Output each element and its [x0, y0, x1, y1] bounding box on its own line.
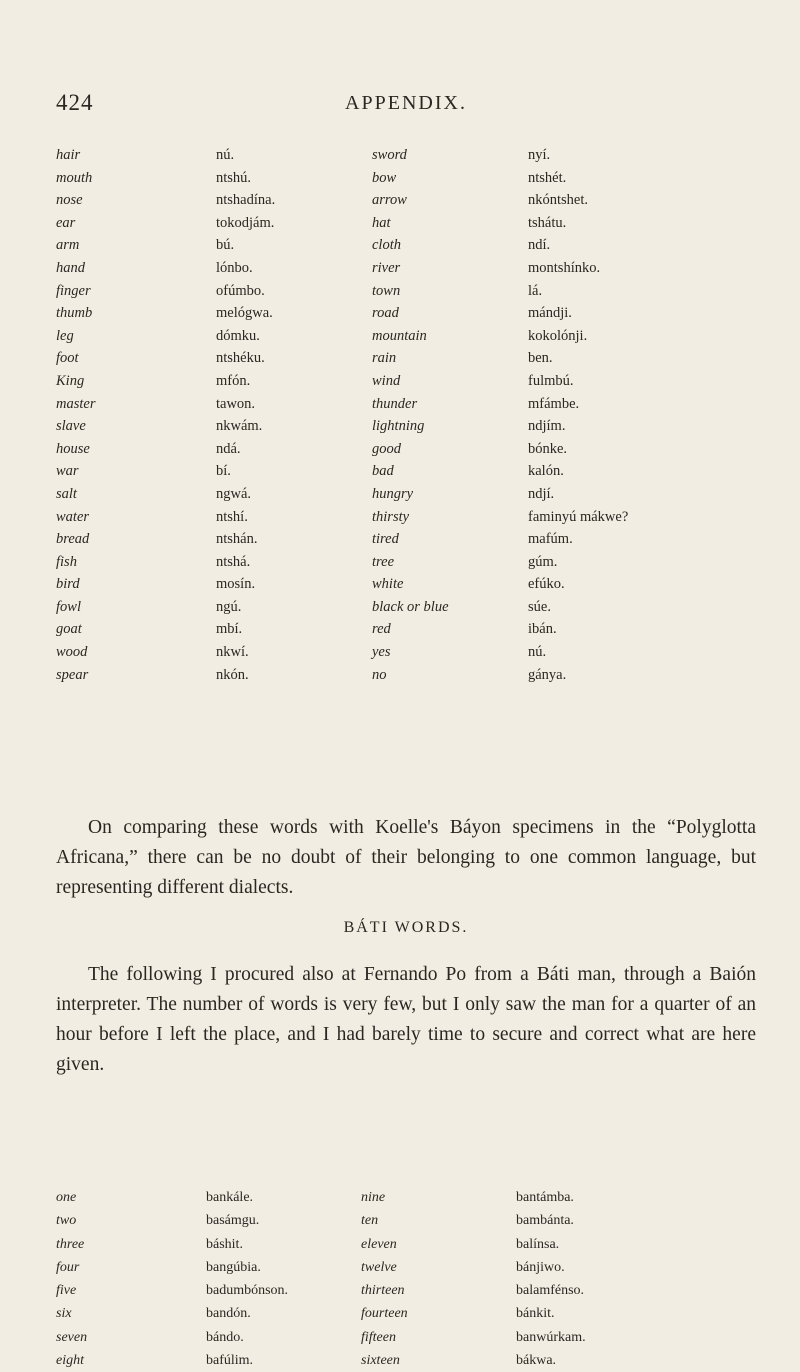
english-word: mountain: [372, 327, 427, 344]
english-word: thirsty: [372, 508, 410, 525]
native-word: ntshá.: [216, 553, 251, 570]
vocabulary-table-bayon: [56, 144, 756, 686]
native-word: mfón.: [216, 372, 251, 389]
table-row: [56, 460, 756, 483]
paragraph-text: On comparing these words with Koelle's Báyon specimens in the “Polyglotta Africana,” there can be no doubt of their belonging to one common language, but representing different dialects.: [56, 817, 756, 898]
native-word: kokolónji.: [528, 327, 588, 344]
native-word: ibán.: [528, 621, 557, 638]
native-word: bandón.: [206, 1306, 251, 1322]
native-word: basámgu.: [206, 1213, 260, 1229]
english-word: fowl: [56, 598, 81, 615]
english-word: thunder: [372, 395, 418, 412]
english-word: hand: [56, 259, 85, 276]
table-row: [56, 1279, 756, 1302]
english-word: house: [56, 440, 90, 457]
table-row: [56, 393, 756, 416]
native-word: dómku.: [216, 327, 260, 344]
table-row: [56, 1233, 756, 1256]
native-word: bangúbia.: [206, 1259, 261, 1275]
english-word: finger: [56, 282, 91, 299]
native-word: bánkit.: [516, 1306, 555, 1322]
table-row: [56, 212, 756, 235]
bati-intro-paragraph: [56, 960, 756, 1080]
english-word: bread: [56, 531, 90, 548]
native-word: bándo.: [206, 1329, 244, 1345]
english-word: five: [56, 1283, 77, 1299]
native-word: ntshú.: [216, 169, 252, 186]
native-word: ndá.: [216, 440, 241, 457]
english-word: tree: [372, 553, 395, 570]
native-word: ngú.: [216, 598, 242, 615]
english-word: fish: [56, 553, 77, 570]
native-word: efúko.: [528, 576, 565, 593]
native-word: lá.: [528, 282, 543, 299]
native-word: balínsa.: [516, 1236, 560, 1252]
native-word: súe.: [528, 598, 551, 615]
english-word: town: [372, 282, 401, 299]
english-word: arrow: [372, 192, 407, 209]
native-word: ofúmbo.: [216, 282, 265, 299]
native-word: nkón.: [216, 666, 249, 683]
table-row: [56, 280, 756, 303]
english-word: eight: [56, 1353, 84, 1369]
table-row: [56, 234, 756, 257]
english-word: six: [56, 1306, 72, 1322]
english-word: ten: [361, 1213, 379, 1229]
native-word: lónbo.: [216, 259, 253, 276]
native-word: nú.: [528, 644, 547, 661]
english-word: nose: [56, 192, 83, 209]
english-word: river: [372, 259, 401, 276]
table-row: [56, 189, 756, 212]
comparison-paragraph: [56, 813, 756, 903]
table-row: [56, 596, 756, 619]
english-word: slave: [56, 418, 86, 435]
page-header: [56, 90, 756, 126]
table-row: [56, 1302, 756, 1325]
native-word: mfámbe.: [528, 395, 580, 412]
english-word: fifteen: [361, 1329, 396, 1345]
english-word: red: [372, 621, 391, 638]
table-row: [56, 438, 756, 461]
english-word: master: [56, 395, 96, 412]
english-word: war: [56, 463, 79, 480]
native-word: fulmbú.: [528, 372, 574, 389]
native-word: montshínko.: [528, 259, 601, 276]
english-word: tired: [372, 531, 399, 548]
table-row: [56, 144, 756, 167]
english-word: one: [56, 1190, 77, 1205]
native-word: báshit.: [206, 1236, 243, 1252]
english-word: salt: [56, 485, 77, 502]
english-word: hair: [56, 147, 81, 163]
english-word: fourteen: [361, 1306, 408, 1322]
english-word: twelve: [361, 1259, 397, 1275]
table-row: [56, 1209, 756, 1232]
table-row: [56, 167, 756, 190]
native-word: ngwá.: [216, 485, 252, 502]
table-row: [56, 347, 756, 370]
section-heading: BÁTI WORDS.: [343, 919, 469, 936]
native-word: bónke.: [528, 440, 568, 457]
native-word: ntshadína.: [216, 192, 276, 209]
english-word: King: [56, 372, 85, 389]
english-word: thumb: [56, 305, 93, 322]
native-word: mándji.: [528, 305, 572, 322]
vocabulary-table-bati-numerals: [56, 1186, 756, 1372]
english-word: sword: [372, 147, 407, 163]
native-word: ndjím.: [528, 418, 566, 435]
english-word: mouth: [56, 169, 93, 186]
english-word: white: [372, 576, 404, 593]
english-word: rain: [372, 350, 397, 367]
native-word: tokodjám.: [216, 214, 275, 231]
english-word: ear: [56, 214, 76, 231]
english-word: thirteen: [361, 1283, 405, 1299]
native-word: bí.: [216, 463, 231, 480]
native-word: bankále.: [206, 1190, 254, 1205]
native-word: gánya.: [528, 666, 567, 683]
native-word: bambánta.: [516, 1213, 574, 1229]
english-word: wind: [372, 372, 401, 389]
native-word: bantámba.: [516, 1190, 574, 1205]
native-word: ntshéku.: [216, 350, 265, 367]
native-word: faminyú mákwe?: [528, 508, 629, 525]
native-word: banwúrkam.: [516, 1329, 586, 1345]
page-number: 424: [56, 90, 94, 115]
english-word: black or blue: [372, 598, 449, 615]
table-row: [56, 506, 756, 529]
english-word: road: [372, 305, 399, 322]
native-word: tshátu.: [528, 214, 567, 231]
english-word: yes: [372, 644, 391, 661]
native-word: badumbónson.: [206, 1283, 289, 1299]
paragraph-text: The following I procured also at Fernando Po from a Báti man, through a Baión interpreter. The number of words is very few, but I only saw the man for a quarter of an hour before I left the place, and I had barely time to secure and correct what are here given.: [56, 964, 756, 1075]
table-row: [56, 1256, 756, 1279]
table-row: [56, 641, 756, 664]
table-row: [56, 551, 756, 574]
english-word: two: [56, 1213, 77, 1229]
native-word: bánjiwo.: [516, 1259, 565, 1275]
table-row: [56, 370, 756, 393]
english-word: bow: [372, 169, 397, 186]
english-word: foot: [56, 350, 79, 367]
english-word: nine: [361, 1190, 386, 1205]
english-word: cloth: [372, 237, 401, 254]
native-word: ndjí.: [528, 485, 555, 502]
english-word: eleven: [361, 1236, 397, 1252]
english-word: three: [56, 1236, 85, 1252]
native-word: bákwa.: [516, 1353, 557, 1369]
english-word: hat: [372, 214, 391, 231]
english-word: arm: [56, 237, 80, 254]
native-word: nkóntshet.: [528, 192, 589, 209]
english-word: sixteen: [361, 1353, 400, 1369]
native-word: ndí.: [528, 237, 551, 254]
table-row: [56, 1349, 756, 1372]
table-row: [56, 1326, 756, 1349]
english-word: four: [56, 1259, 80, 1275]
table-row: [56, 1186, 756, 1209]
native-word: gúm.: [528, 553, 558, 570]
native-word: nyí.: [528, 147, 551, 163]
table-row: [56, 528, 756, 551]
table-row: [56, 302, 756, 325]
native-word: melógwa.: [216, 305, 273, 322]
english-word: water: [56, 508, 90, 525]
native-word: ntshí.: [216, 508, 248, 525]
english-word: good: [372, 440, 401, 457]
running-head: APPENDIX.: [345, 92, 467, 114]
native-word: mafúm.: [528, 531, 573, 548]
native-word: tawon.: [216, 395, 256, 412]
native-word: bafúlim.: [206, 1353, 254, 1369]
table-row: [56, 573, 756, 596]
english-word: hungry: [372, 485, 414, 502]
table-row: [56, 618, 756, 641]
native-word: mbí.: [216, 621, 243, 638]
native-word: ntshán.: [216, 531, 258, 548]
native-word: ben.: [528, 350, 553, 367]
native-word: kalón.: [528, 463, 564, 480]
english-word: lightning: [372, 418, 425, 435]
table-row: [56, 257, 756, 280]
english-word: seven: [56, 1329, 88, 1345]
table-row: [56, 415, 756, 438]
native-word: nkwí.: [216, 644, 249, 661]
native-word: nkwám.: [216, 418, 263, 435]
english-word: leg: [56, 327, 74, 344]
english-word: bird: [56, 576, 80, 593]
english-word: no: [372, 666, 387, 683]
english-word: wood: [56, 644, 88, 661]
native-word: nú.: [216, 147, 235, 163]
english-word: spear: [56, 666, 89, 683]
native-word: bú.: [216, 237, 235, 254]
table-row: [56, 483, 756, 506]
table-row: [56, 325, 756, 348]
native-word: ntshét.: [528, 169, 567, 186]
english-word: bad: [372, 463, 394, 480]
native-word: mosín.: [216, 576, 256, 593]
english-word: goat: [56, 621, 82, 638]
native-word: balamfénso.: [516, 1283, 585, 1299]
table-row: [56, 664, 756, 687]
